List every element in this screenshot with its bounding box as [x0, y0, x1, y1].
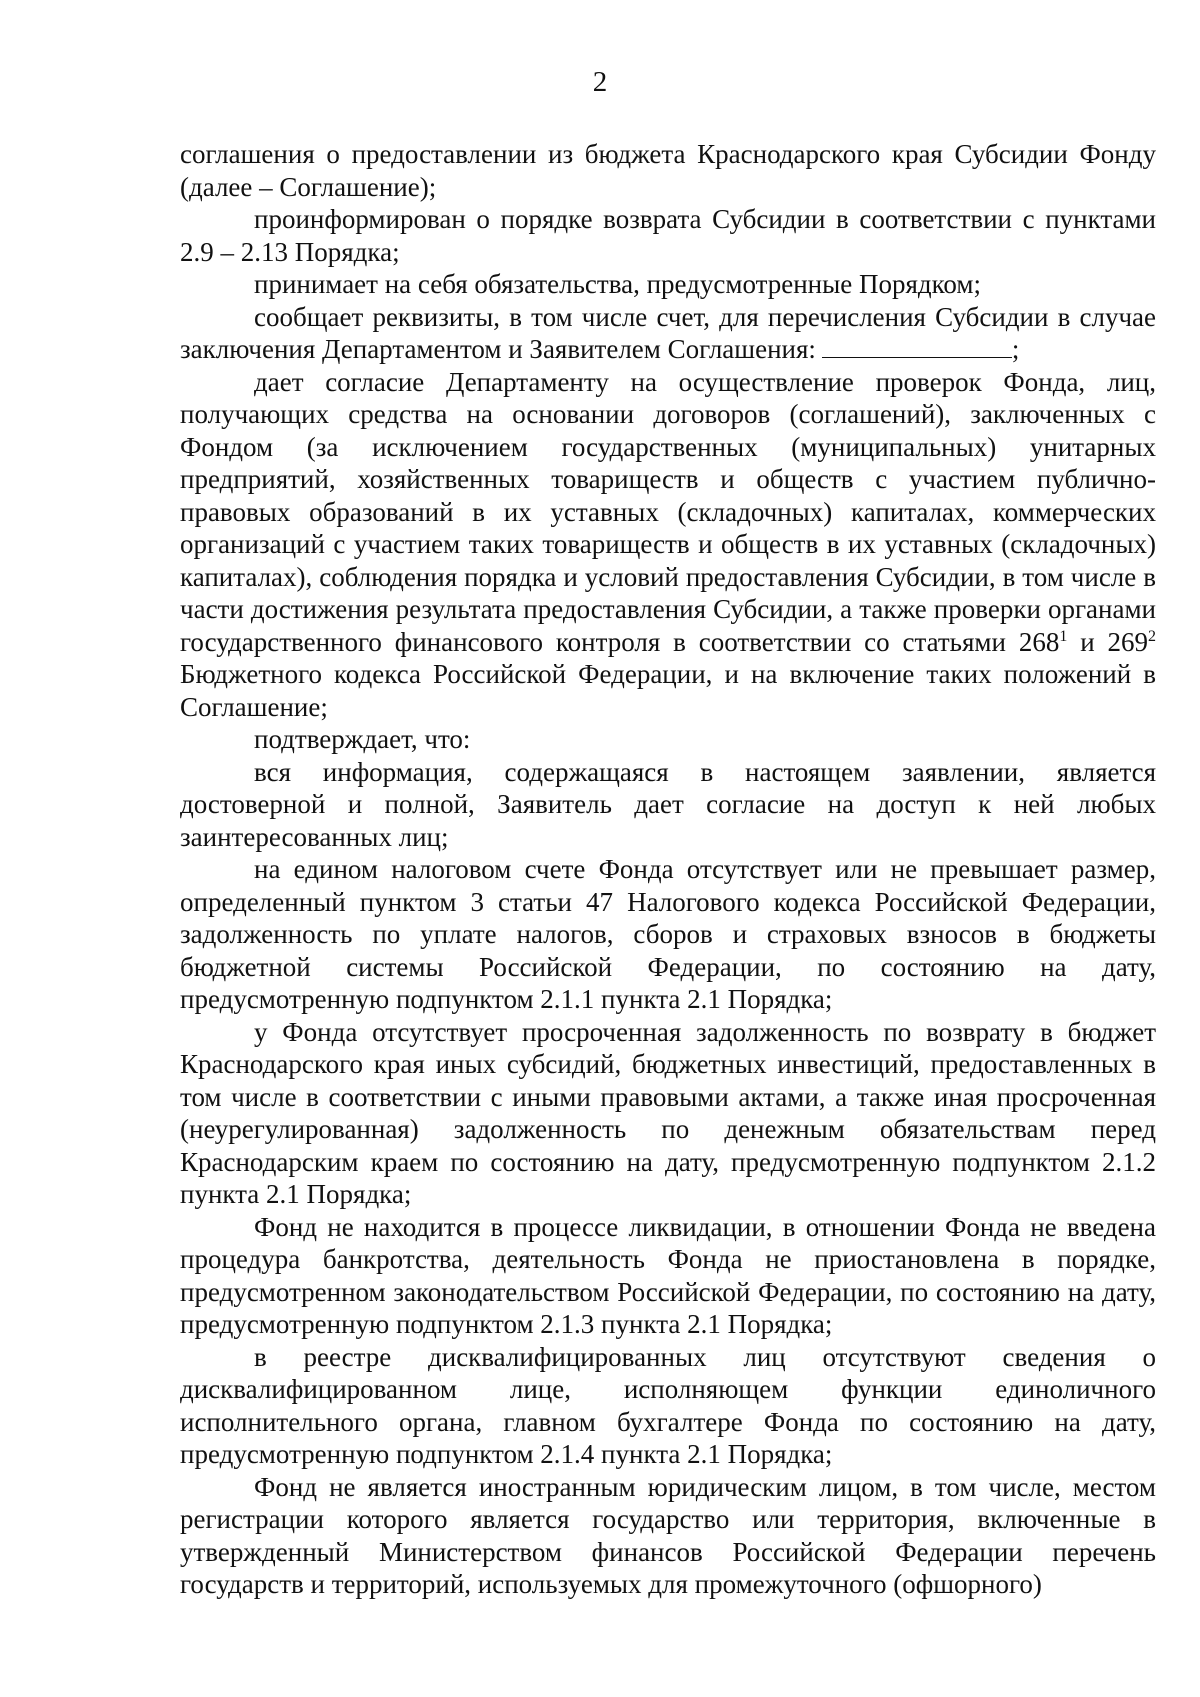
consent-text-b: и 269: [1067, 626, 1149, 657]
bank-details-end: ;: [1011, 334, 1020, 364]
consent-text-c: Бюджетного кодекса Российской Федерации, и на включение таких положений в Соглашение;: [180, 659, 1156, 722]
paragraph-obligations: принимает на себя обязательства, предусмотренные Порядком;: [254, 269, 981, 299]
paragraph-bank-details: [180, 301, 1156, 366]
superscript-2: 2: [1148, 627, 1157, 645]
paragraph-not-liquidated: Фонд не находится в процессе ликвидации, в отношении Фонда не введена процедура банкротства, деятельность Фонда не приостановлена в порядке, предусмотренном законодательством Российской Федерации, по состоянию на дату, предусмотренную подпунктом 2.1.3 пункта 2.1 Порядка;: [180, 1211, 1156, 1339]
paragraph-informed-return: проинформирован о порядке возврата Субсидии в соответствии с пунктами 2.9 – 2.13 Порядка;: [180, 204, 1156, 267]
bank-details-text: сообщает реквизиты, в том числе счет, для перечисления Субсидии в случае заключения Департаментом и Заявителем Соглашения:: [180, 301, 1156, 364]
page-number: 2: [592, 66, 608, 98]
paragraph-agreement: соглашения о предоставлении из бюджета Краснодарского края Субсидии Фонду (далее – Соглашение);: [180, 139, 1156, 202]
paragraph-confirms: подтверждает, что:: [254, 724, 471, 754]
document-body: [180, 138, 1156, 1601]
paragraph-disqualified-persons: в реестре дисквалифицированных лиц отсутствуют сведения о дисквалифицированном лице, исполняющем функции единоличного исполнительного органа, главном бухгалтере Фонда по состоянию на дату, предусмотренную подпунктом 2.1.4 пункта 2.1 Порядка;: [180, 1341, 1156, 1469]
paragraph-no-overdue-debt: у Фонда отсутствует просроченная задолженность по возврату в бюджет Краснодарского края иных субсидий, бюджетных инвестиций, предоставленных в том числе в соответствии с иными правовыми актами, а также иная просроченная (неурегулированная) задолженность по денежным обязательствам перед Краснодарским краем по состоянию на дату, предусмотренную подпунктом 2.1.2 пункта 2.1 Порядка;: [180, 1016, 1156, 1209]
paragraph-not-foreign-entity: Фонд не является иностранным юридическим лицом, в том числе, местом регистрации которого является государство или территория, включенные в утвержденный Министерством финансов Российской Федерации перечень государств и территорий, используемых для промежуточного (офшорного): [180, 1471, 1156, 1599]
paragraph-information-reliable: вся информация, содержащаяся в настоящем заявлении, является достоверной и полной, Заявитель дает согласие на доступ к ней любых заинтересованных лиц;: [180, 756, 1156, 852]
superscript-1: 1: [1059, 627, 1068, 645]
consent-text-a: дает согласие Департаменту на осуществление проверок Фонда, лиц, получающих средства на основании договоров (соглашений), заключенных с Фондом (за исключением государственных (муниципальных) унитарных предприятий, хозяйственных товариществ и обществ с участием публично-правовых образований в их уставных (складочных) капиталах, коммерческих организаций с участием таких товариществ и обществ в их уставных (складочных) капиталах), соблюдения порядка и условий предоставления Субсидии, в том числе в части достижения результата предоставления Субсидии, а также проверки органами государственного финансового контроля в соответствии со статьями 268: [180, 366, 1156, 657]
bank-details-blank-line: [822, 335, 1012, 358]
paragraph-consent-inspections: [180, 366, 1156, 724]
paragraph-tax-account: на едином налоговом счете Фонда отсутствует или не превышает размер, определенный пунктом 3 статьи 47 Налогового кодекса Российской Федерации, задолженность по уплате налогов, сборов и страховых взносов в бюджеты бюджетной системы Российской Федерации, по состоянию на дату, предусмотренную подпунктом 2.1.1 пункта 2.1 Порядка;: [180, 854, 1156, 1014]
